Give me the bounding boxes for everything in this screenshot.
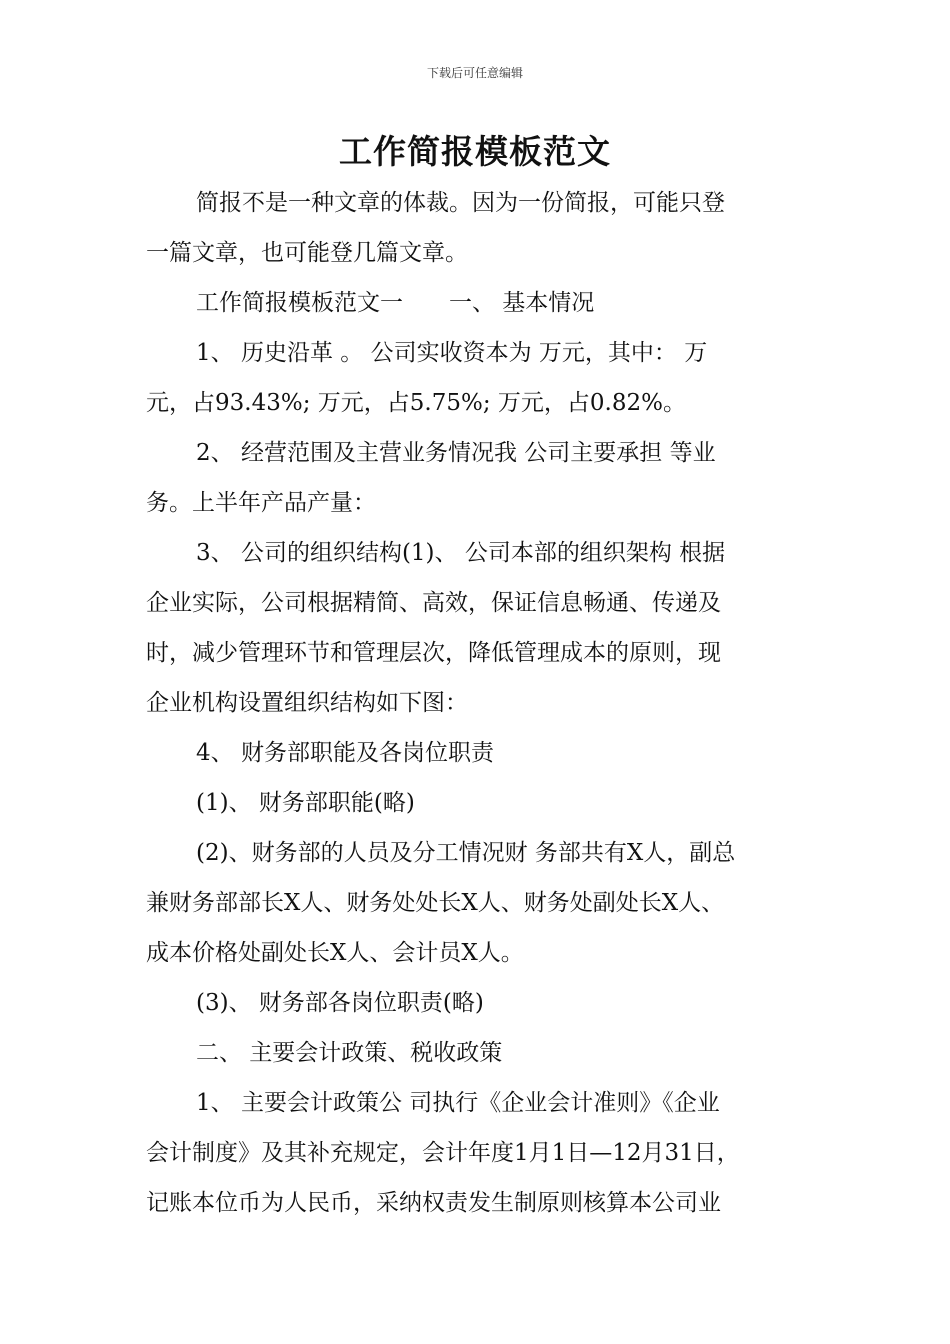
body-line: 记账本位币为人民币，采纳权责发生制原则核算本公司业	[146, 1190, 721, 1216]
body-line: 企业机构设置组织结构如下图：	[146, 690, 468, 716]
body-line: 1、 主要会计政策公 司执行《企业会计准则》《企业	[196, 1090, 720, 1116]
body-line: (3)、 财务部各岗位职责(略)	[196, 990, 484, 1016]
body-line: 务。上半年产品产量：	[146, 490, 376, 516]
body-line: 3、 公司的组织结构(1)、 公司本部的组织架构 根据	[196, 540, 726, 566]
body-line: 工作简报模板范文一 一、 基本情况	[196, 290, 595, 316]
body-line: 企业实际，公司根据精简、高效，保证信息畅通、传递及	[146, 590, 721, 616]
header-note: 下载后可任意编辑	[426, 66, 523, 80]
body-line: 一篇文章，也可能登几篇文章。	[146, 240, 468, 266]
body-line: 简报不是一种文章的体裁。因为一份简报，可能只登	[196, 190, 725, 216]
body-line: 二、 主要会计政策、税收政策	[196, 1040, 503, 1066]
document-title: 工作简报模板范文	[339, 132, 611, 171]
body-line: 1、 历史沿革 。 公司实收资本为 万元，其中： 万	[196, 340, 708, 366]
body-line: (2)、财务部的人员及分工情况财 务部共有X人，副总	[196, 840, 736, 866]
body-line: 兼财务部部长X人、财务处处长X人、财务处副处长X人、	[146, 890, 725, 916]
body-line: 会计制度》及其补充规定，会计年度1月1日—12月31日，	[146, 1140, 740, 1166]
body-line: 元，占93.43%; 万元，占5.75%; 万元，占0.82%。	[146, 390, 686, 416]
body-line: 4、 财务部职能及各岗位职责	[196, 740, 494, 766]
body-line: 成本价格处副处长X人、会计员X人。	[146, 940, 524, 966]
body-line: 时，减少管理环节和管理层次，降低管理成本的原则，现	[146, 640, 721, 666]
document-body	[146, 178, 810, 1228]
body-line: 2、 经营范围及主营业务情况我 公司主要承担 等业	[196, 440, 716, 466]
body-line: (1)、 财务部职能(略)	[196, 790, 415, 816]
